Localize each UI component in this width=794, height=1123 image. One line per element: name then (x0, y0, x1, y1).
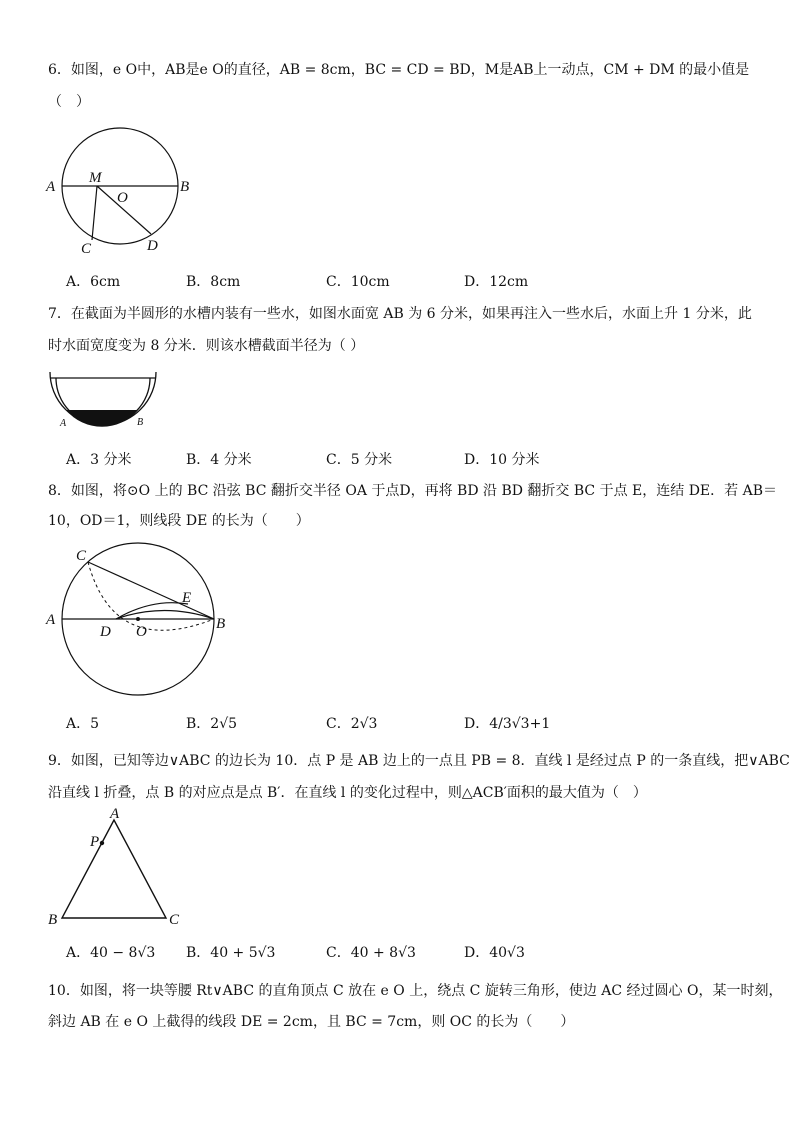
q9-stem-line2: 沿直线 l 折叠，点 B 的对应点是点 B′．在直线 l 的变化过程中，则△ACB′面积的最大值为（ ） (48, 785, 647, 801)
q10-stem-line2: 斜边 AB 在 e O 上截得的线段 DE = 2cm，且 BC = 7cm，则 OC 的长为（ ） (48, 1014, 575, 1030)
q6-label-a: A (46, 179, 56, 195)
q9-figure (44, 808, 194, 930)
q9-point-p (100, 841, 104, 845)
q6-label-m: M (89, 170, 102, 186)
q9-option-b[interactable]: B．40 + 5√3 (186, 945, 276, 961)
q9-label-b: B (48, 912, 58, 928)
q7-figure (48, 368, 160, 434)
q7-option-b[interactable]: B．4 分米 (186, 452, 252, 468)
q6-label-c: C (81, 241, 92, 257)
q7-option-a[interactable]: A．3 分米 (66, 452, 132, 468)
q8-label-b: B (216, 616, 226, 632)
q8-label-c: C (76, 548, 87, 564)
q10-stem-line1: 10．如图，将一块等腰 Rt∨ABC 的直角顶点 C 放在 e O 上，绕点 C 旋转三角形，使边 AC 经过圆心 O，某一时刻， (48, 983, 783, 999)
q6-figure (44, 126, 204, 258)
q8-label-a: A (46, 612, 56, 628)
q8-figure (44, 540, 234, 698)
q9-label-p: P (90, 834, 100, 850)
q8-label-o: O (136, 624, 147, 640)
q9-label-a: A (110, 808, 120, 822)
q8-label-d: D (100, 624, 111, 640)
q7-stem-line1: 7．在截面为半圆形的水槽内装有一些水，如图水面宽 AB 为 6 分米，如果再注入一些水后，水面上升 1 分米，此 (48, 306, 752, 322)
q6-label-b: B (180, 179, 190, 195)
q6-segment-mc (92, 186, 97, 240)
q8-folded-arc-bc (88, 562, 214, 630)
q9-option-d[interactable]: D．40√3 (464, 945, 525, 961)
q6-option-c[interactable]: C．10cm (326, 274, 390, 290)
q8-center-dot (136, 617, 140, 621)
q6-option-b[interactable]: B．8cm (186, 274, 241, 290)
q6-label-o: O (117, 190, 128, 206)
q7-stem-line2: 时水面宽度变为 8 分米．则该水槽截面半径为（ ） (48, 338, 365, 354)
q6-option-d[interactable]: D．12cm (464, 274, 529, 290)
q7-option-c[interactable]: C．5 分米 (326, 452, 393, 468)
q7-option-d[interactable]: D．10 分米 (464, 452, 540, 468)
q8-chord-bc (88, 562, 214, 619)
q6-option-a[interactable]: A．6cm (66, 274, 121, 290)
q7-label-a: A (60, 418, 67, 429)
q7-water (66, 410, 138, 427)
q8-option-d[interactable]: D．4/3√3+1 (464, 716, 551, 732)
q9-option-a[interactable]: A．40 − 8√3 (66, 945, 156, 961)
q8-stem-line1: 8．如图，将⊙O 上的 BC 沿弦 BC 翻折交半径 OA 于点D，再将 BD 沿 BD 翻折交 BC 于点 E，连结 DE．若 AB＝ (48, 483, 777, 499)
q8-option-b[interactable]: B．2√5 (186, 716, 238, 732)
q7-label-b: B (137, 417, 144, 428)
q9-stem-line1: 9．如图，已知等边∨ABC 的边长为 10．点 P 是 AB 边上的一点且 PB = 8．直线 l 是经过点 P 的一条直线，把∨ABC (48, 753, 790, 769)
q9-label-c: C (169, 912, 180, 928)
q6-stem-line1: 6．如图，e O中，AB是e O的直径，AB = 8cm，BC = CD = BD，M是AB上一动点，CM + DM 的最小值是 (48, 62, 750, 78)
q9-triangle-abc (62, 820, 166, 918)
q6-label-d: D (147, 238, 158, 254)
q6-stem-line2: （ ） (48, 94, 90, 110)
q8-option-c[interactable]: C．2√3 (326, 716, 378, 732)
q8-label-e: E (182, 590, 192, 606)
q8-stem-line2: 10，OD＝1，则线段 DE 的长为（ ） (48, 513, 310, 529)
q8-option-a[interactable]: A．5 (66, 716, 100, 732)
q9-option-c[interactable]: C．40 + 8√3 (326, 945, 416, 961)
